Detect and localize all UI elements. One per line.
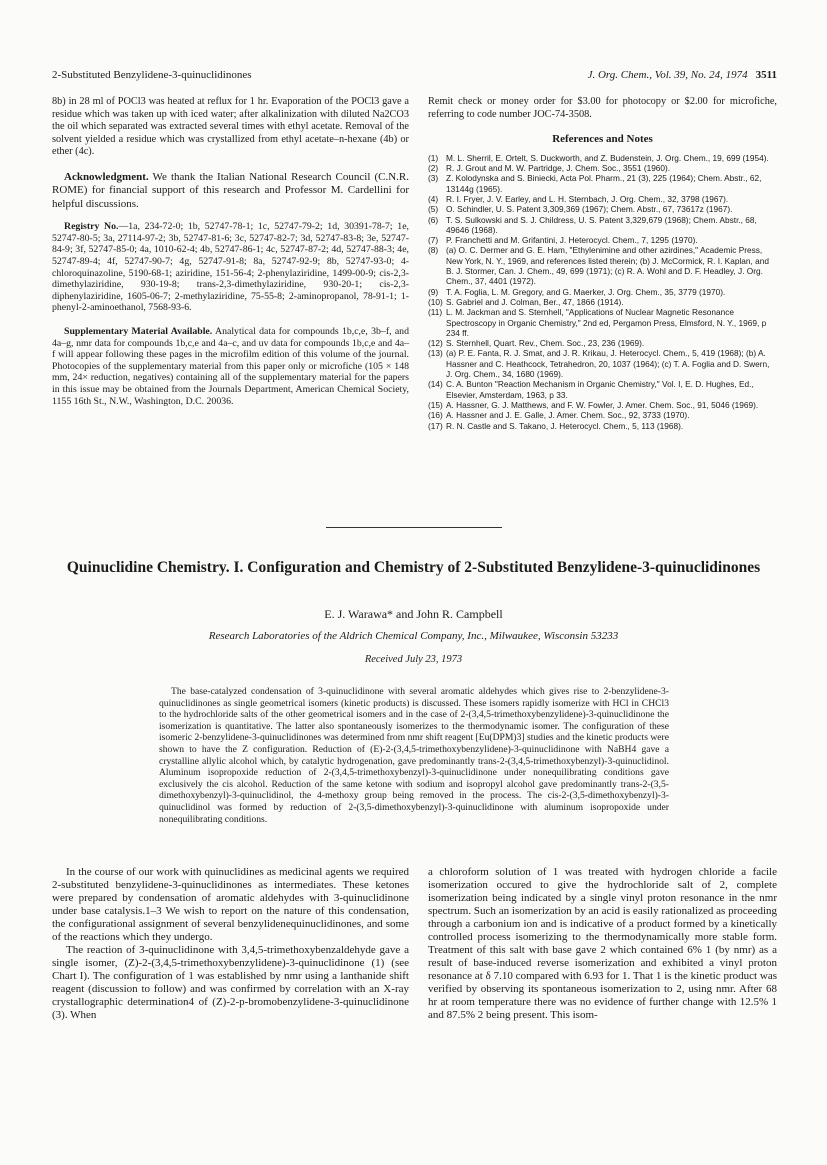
- article-title: Quinuclidine Chemistry. I. Configuration and Chemistry of 2-Substituted Benzylidene-3-quinuclidinones: [66, 559, 761, 576]
- reference-text: C. A. Bunton "Reaction Mechanism in Organic Chemistry," Vol. I, E. D. Hughes, Ed., Elsevier, Amsterdam, 1963, p 33.: [446, 379, 754, 400]
- body-paragraph: a chloroform solution of 1 was treated with hydrogen chloride a facile isomerization occured to give the hydrochloride salt of 2, complete isomerization being indicated by a single vinyl proton resonance in the nmr spectrum. Such an isomerization by an acid is easily rationalized as proceeding through a carbonium ion and is indicative of a product formed by a kinetically controlled process isomerizing to the thermodynamically more stable form. Treatment of this salt with base gave 2 which contained 6% 1 (by nmr) as a result of base-induced reverse isomerization and exhibited a vinyl proton resonance at δ 7.10 compared with 6.93 for 1. That 1 is the kinetic product was verified by observing its spontaneous isomerization to 2, using nmr. After 68 hr at room temperature there was no evidence of further change with 12.5% 1 and 87.5% 2 being present. This isom-: [428, 866, 777, 1021]
- reference-item: [428, 173, 777, 194]
- journal-citation: J. Org. Chem., Vol. 39, No. 24, 1974: [587, 69, 748, 81]
- reference-number: (15): [428, 399, 443, 410]
- reference-item: [428, 287, 777, 297]
- registry-text: —1a, 234-72-0; 1b, 52747-78-1; 1c, 52747-79-2; 1d, 30391-78-7; 1e, 52747-80-5; 3a, 27114-97-2; 3b, 52747-81-6; 3c, 52747-82-7; 3d, 52747-83-8; 3e, 52747-84-9; 3f, 52747-85-0; 4a, 1010-62-4; 4b, 52747-86-1; 4c, 52747-87-2; 4d, 52747-88-3; 4e, 52747-89-4; 4f, 52747-90-7; 4g, 52747-91-8; 8a, 52747-92-9; 8b, 52747-93-0; 4-chloroquinazoline, 5190-68-1; aziridine, 151-56-4; 2-phenylaziridine, 1499-00-9; cis-2,3-dimethylaziridine, 930-19-8; trans-2,3-dimethylaziridine, 930-20-1; cis-2,3-diphenylaziridine, 1605-06-7; 2-methylaziridine, 75-55-8; 2-aminopropanol, 78-91-1; 1-phenyl-2-aminoethanol, 7568-93-6.: [52, 221, 409, 314]
- acknowledgment-paragraph: [52, 171, 409, 211]
- reference-number: (1): [428, 152, 439, 163]
- reference-item: [428, 215, 777, 236]
- received-date: Received July 23, 1973: [364, 654, 463, 665]
- reference-number: (14): [428, 379, 443, 390]
- reference-number: (5): [428, 204, 439, 215]
- reference-item: [428, 163, 777, 173]
- body-left-column: [52, 866, 409, 1022]
- reference-number: (4): [428, 193, 439, 204]
- reference-item: [428, 194, 777, 204]
- registry-paragraph: [52, 221, 409, 314]
- references-heading: References and Notes: [552, 133, 653, 146]
- acknowledgment-text: We thank the Italian National Research Council (C.N.R. ROME) for financial support of this research and Professor M. Cardellini for helpful discussions.: [52, 170, 409, 210]
- reference-item: [428, 348, 777, 379]
- article-authors: E. J. Warawa* and John R. Campbell: [324, 607, 503, 621]
- supplementary-text: Analytical data for compounds 1b,c,e, 3b–f, and 4a–g, nmr data for compounds 1b,c,e and 4a–c, and uv data for compounds 1b,c,e and 4a–f will appear following these pages in the microfilm edition of this volume of the journal. Photocopies of the supplementary material from this paper only or microfiche (105 × 148 mm, 24× reduction, negatives) containing all of the supplementary material for the papers in this issue may be obtained from the Journals Department, American Chemical Society, 1155 16th St., N.W., Washington, D.C. 20036.: [52, 325, 409, 407]
- reference-item: [428, 410, 777, 420]
- reference-text: R. N. Castle and S. Takano, J. Heterocycl. Chem., 5, 113 (1968).: [446, 420, 684, 431]
- reference-text: S. Sternhell, Quart. Rev., Chem. Soc., 23, 236 (1969).: [446, 338, 645, 349]
- reference-number: (10): [428, 296, 443, 307]
- body-paragraph: In the course of our work with quinuclidines as medicinal agents we required 2-substituted benzylidene-3-quinuclidinones as intermediates. These ketones were prepared by condensation of aromatic aldehydes with 3-quinuclidinone under base catalysis.1–3 We wish to report on the nature of this condensation, the configurational assignment of several benzylidenequinuclidinones, and some of the reactions which they undergo.: [52, 866, 409, 943]
- reference-text: T. A. Foglia, L. M. Gregory, and G. Maerker, J. Org. Chem., 35, 3779 (1970).: [446, 286, 726, 297]
- reference-text: (a) O. C. Dermer and G. E. Ham, "Ethylenimine and other azirdines," Academic Press, New York, N. Y., 1969, and references listed therein; (b) J. McCormick, R. I. Kaplan, and B. J. Stormer, Can. J. Chem., 49, 699 (1971); (c) R. A. Wohl and D. F. Headley, J. Org. Chem., 37, 4401 (1972).: [446, 245, 769, 287]
- reference-number: (3): [428, 173, 439, 184]
- reference-list: [428, 153, 777, 431]
- reference-item: [428, 204, 777, 214]
- reference-item: [428, 338, 777, 348]
- reference-text: (a) P. E. Fanta, R. J. Smat, and J. R. Krikau, J. Heterocycl. Chem., 5, 419 (1968); (b) A. Hassner and C. Heathcock, Tetrahedron, 20, 1037 (1964); (c) T. A. Foglia and D. Swern, J. Org. Chem., 34, 1680 (1969).: [446, 348, 770, 380]
- remit-text: Remit check or money order for $3.00 for photocopy or $2.00 for microfiche, referring to code number JOC-74-3508.: [428, 96, 777, 120]
- reference-number: (13): [428, 348, 443, 359]
- reference-text: L. M. Jackman and S. Sternhell, "Applications of Nuclear Magnetic Resonance Spectroscopy in Organic Chemistry," 2nd ed, Pergamon Press, Elmsford, N. Y., 1969, p 234 ff.: [446, 307, 767, 338]
- reference-number: (8): [428, 245, 439, 256]
- reference-item: [428, 297, 777, 307]
- experimental-text: 8b) in 28 ml of POCl3 was heated at reflux for 1 hr. Evaporation of the POCl3 gave a residue which was taken up with iced water; after alkalinization with diluted Na2CO3 the oil which separated was extracted several times with ethyl acetate. Removal of the solvent yielded a residue which was crystallized from ethyl acetate–n-hexane (4b) or ether (4c).: [52, 96, 409, 158]
- reference-item: [428, 379, 777, 400]
- reference-text: S. Gabriel and J. Colman, Ber., 47, 1866 (1914).: [446, 296, 624, 307]
- running-head-citation: [588, 69, 777, 81]
- body-paragraph: The reaction of 3-quinuclidinone with 3,4,5-trimethoxybenzaldehyde gave a single isomer, (Z)-2-(3,4,5-trimethoxybenzylidene)-3-quinuclidinone (1) (see Chart I). The configuration of 1 was established by nmr using a lanthanide shift reagent (discussion to follow) and was confirmed by correlation with an X-ray crystallographic determination4 of (Z)-2-p-bromobenzylidene-3-quinuclidinone (3). When: [52, 944, 409, 1021]
- reference-text: Z. Kolodynska and S. Biniecki, Acta Pol. Pharm., 21 (3), 225 (1964); Chem. Abstr., 62, 13144g (1965).: [446, 173, 762, 194]
- reference-item: [428, 307, 777, 338]
- acknowledgment-heading: Acknowledgment.: [64, 170, 149, 183]
- reference-text: A. Hassner, G. J. Matthews, and F. W. Fowler, J. Amer. Chem. Soc., 91, 5046 (1969).: [446, 399, 759, 410]
- reference-item: [428, 153, 777, 163]
- reference-number: (6): [428, 214, 439, 225]
- body-right-column: [428, 866, 777, 1022]
- reference-text: A. Hassner and J. E. Galle, J. Amer. Chem. Soc., 92, 3733 (1970).: [446, 410, 690, 421]
- reference-text: M. L. Sherril, E. Ortelt, S. Duckworth, and Z. Budenstein, J. Org. Chem., 19, 699 (1954).: [446, 152, 769, 163]
- registry-heading: Registry No.: [64, 221, 119, 233]
- supplementary-paragraph: [52, 326, 409, 407]
- reference-text: P. Franchetti and M. Grifantini, J. Heterocycl. Chem., 7, 1295 (1970).: [446, 235, 698, 246]
- supplementary-heading: Supplementary Material Available.: [64, 325, 213, 337]
- reference-item: [428, 235, 777, 245]
- left-column: [52, 96, 409, 407]
- reference-text: O. Schindler, U. S. Patent 3,309,369 (1967); Chem. Abstr., 67, 73617z (1967).: [446, 204, 733, 215]
- running-head: [52, 69, 777, 81]
- reference-item: [428, 245, 777, 286]
- reference-number: (16): [428, 410, 443, 421]
- reference-text: R. J. Grout and M. W. Partridge, J. Chem. Soc., 3551 (1960).: [446, 163, 671, 174]
- running-head-title: 2-Substituted Benzylidene-3-quinuclidinones: [52, 69, 252, 81]
- reference-number: (17): [428, 420, 443, 431]
- reference-text: R. I. Fryer, J. V. Earley, and L. H. Sternbach, J. Org. Chem., 32, 3798 (1967).: [446, 193, 729, 204]
- reference-item: [428, 400, 777, 410]
- section-divider: [326, 527, 502, 528]
- article-affiliation: Research Laboratories of the Aldrich Chemical Company, Inc., Milwaukee, Wisconsin 53233: [208, 630, 619, 642]
- reference-number: (9): [428, 286, 439, 297]
- page-number: 3511: [755, 69, 777, 81]
- reference-number: (7): [428, 235, 439, 246]
- right-column: [428, 96, 777, 431]
- reference-number: (12): [428, 338, 443, 349]
- reference-number: (11): [428, 307, 443, 318]
- reference-item: [428, 421, 777, 431]
- reference-text: T. S. Sulkowski and S. J. Childress, U. S. Patent 3,329,679 (1968); Chem. Abstr., 68, 49646 (1968).: [446, 214, 757, 235]
- abstract: The base-catalyzed condensation of 3-quinuclidinone with several aromatic aldehydes which gives rise to 2-benzylidene-3-quinuclidinones as single geometrical isomers (kinetic products) is discussed. These isomers rapidly isomerize with HCl in CHCl3 to the hydrochloride salts of the other geometrical isomers and in the case of 2-(3,4,5-trimethoxybenzylidene)-3-quinuclidinone the isomerization is quantitative. The latter also spontaneously isomerizes to the thermodynamic isomer. The configuration of these isomeric 2-benzylidene-3-quinuclidinones was determined from nmr shift reagent [Eu(DPM)3] studies and the kinetic products were shown to have the Z configuration. Reduction of (E)-2-(3,4,5-trimethoxybenzylidene)-3-quinuclidinone with NaBH4 gave a crystalline allylic alcohol which, by catalytic hydrogenation, gave predominantly trans-2-(3,4,5-trimethoxybenzyl)-3-quinuclidinol. Aluminum isopropoxide reduction of 2-(3,4,5-trimethoxybenzyl)-3-quinuclidinone under nonequilibrating conditions gave exclusively the cis alcohol. Reduction of the same ketone with sodium and isopropyl alcohol gave predominantly trans-2-(3,5-dimethoxybenzyl)-3-quinuclidinol, the 4-methoxy group being removed in the process. The cis-2-(3,5-dimethoxybenzyl)-3-quinuclidinol was formed by reduction of 2-(3,5-dimethoxybenzyl)-3-quinuclidinone with aluminum isopropoxide under nonequilibrating conditions.: [159, 686, 669, 825]
- reference-number: (2): [428, 163, 439, 174]
